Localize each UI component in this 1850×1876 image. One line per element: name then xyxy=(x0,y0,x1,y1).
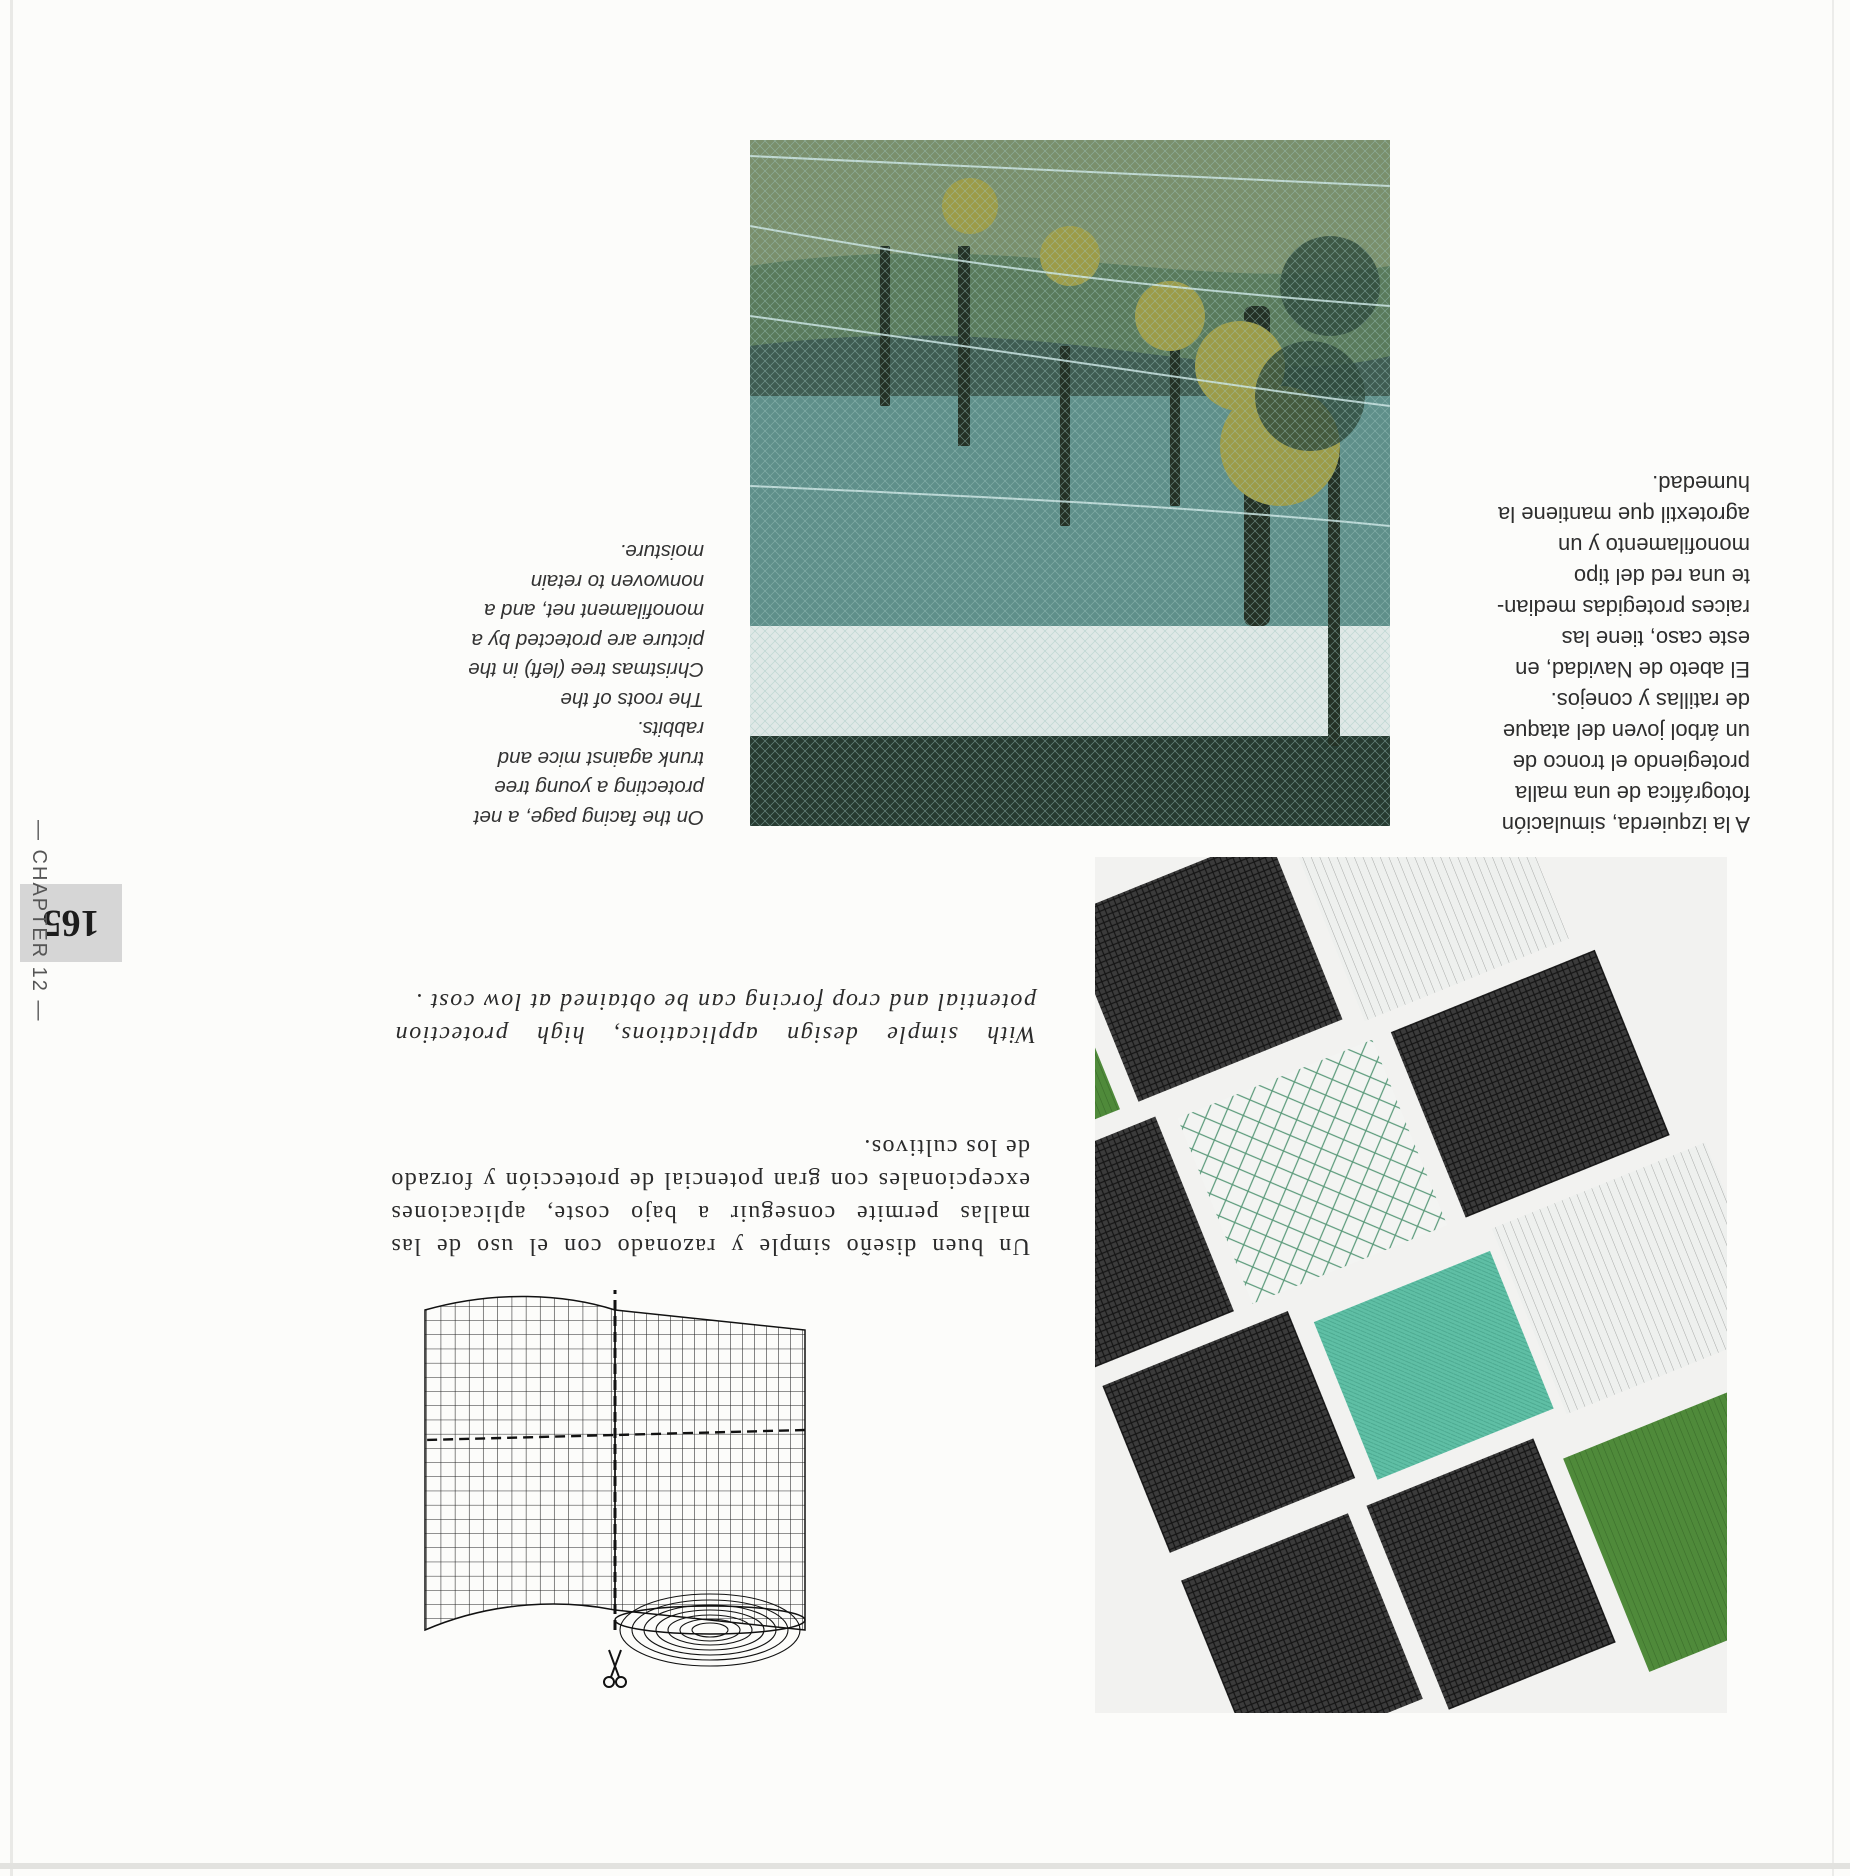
caption-line: protegiendo el tronco de xyxy=(1512,750,1750,775)
caption-line: monofilament net, and a xyxy=(484,599,704,623)
caption-line: agrotextil que mantiene la xyxy=(1498,502,1750,527)
body-text-english xyxy=(394,944,1036,1050)
caption-line: raices protegidas median- xyxy=(1496,595,1750,620)
page-number: 165 xyxy=(42,902,100,944)
caption-line: Christmas tree (left) in the xyxy=(468,658,704,682)
caption-line: nonwoven to retain xyxy=(530,570,704,593)
caption-line: monofilamento y un xyxy=(1558,533,1750,558)
mesh-roll-illustration xyxy=(420,1290,995,1690)
page-edge-right xyxy=(1832,0,1834,1876)
caption-line: este caso, tiene las xyxy=(1561,626,1750,651)
caption-line: protecting a young tree xyxy=(494,776,704,800)
caption-line: humedad. xyxy=(1652,471,1750,496)
body-text-spanish xyxy=(390,1122,1030,1262)
caption-line: de ratillas y conejos. xyxy=(1550,688,1750,713)
caption-line: un árbol joven del ataque xyxy=(1502,719,1750,744)
caption-line: The roots of the xyxy=(560,688,704,711)
caption-line: On the facing page, a net xyxy=(473,806,704,829)
caption-line: fotográfica de una malla xyxy=(1515,781,1750,806)
caption-line: moisture. xyxy=(619,540,704,564)
page-edge-left xyxy=(10,0,13,1876)
caption-line: trunk against mice and xyxy=(497,747,704,770)
running-head: — CHAPTER 12 — xyxy=(28,820,50,1023)
caption-english xyxy=(396,532,704,832)
caption-line: te una red del tipo xyxy=(1573,564,1750,589)
caption-line: A la izquierda, simulación xyxy=(1501,812,1750,837)
page-edge-bottom xyxy=(0,1863,1850,1869)
vineyard-photo xyxy=(750,140,1390,826)
caption-spanish xyxy=(1420,468,1750,840)
body-paragraph-english: With simple design applications, high protection potential and crop forcing can be obtained at low cost . xyxy=(394,988,1036,1047)
body-paragraph-spanish: Un buen diseño simple y razonado con el uso de las mallas permite conseguir a bajo coste, aplicaciones excepcionales con gran potencial de protección y forzado de los cultivos. xyxy=(390,1134,1030,1259)
caption-line: El abeto de Navidad, en xyxy=(1515,657,1750,682)
netting-samples-photo xyxy=(1095,857,1727,1713)
caption-line: rabbits. xyxy=(636,717,704,741)
caption-line: picture are protected by a xyxy=(471,629,704,652)
